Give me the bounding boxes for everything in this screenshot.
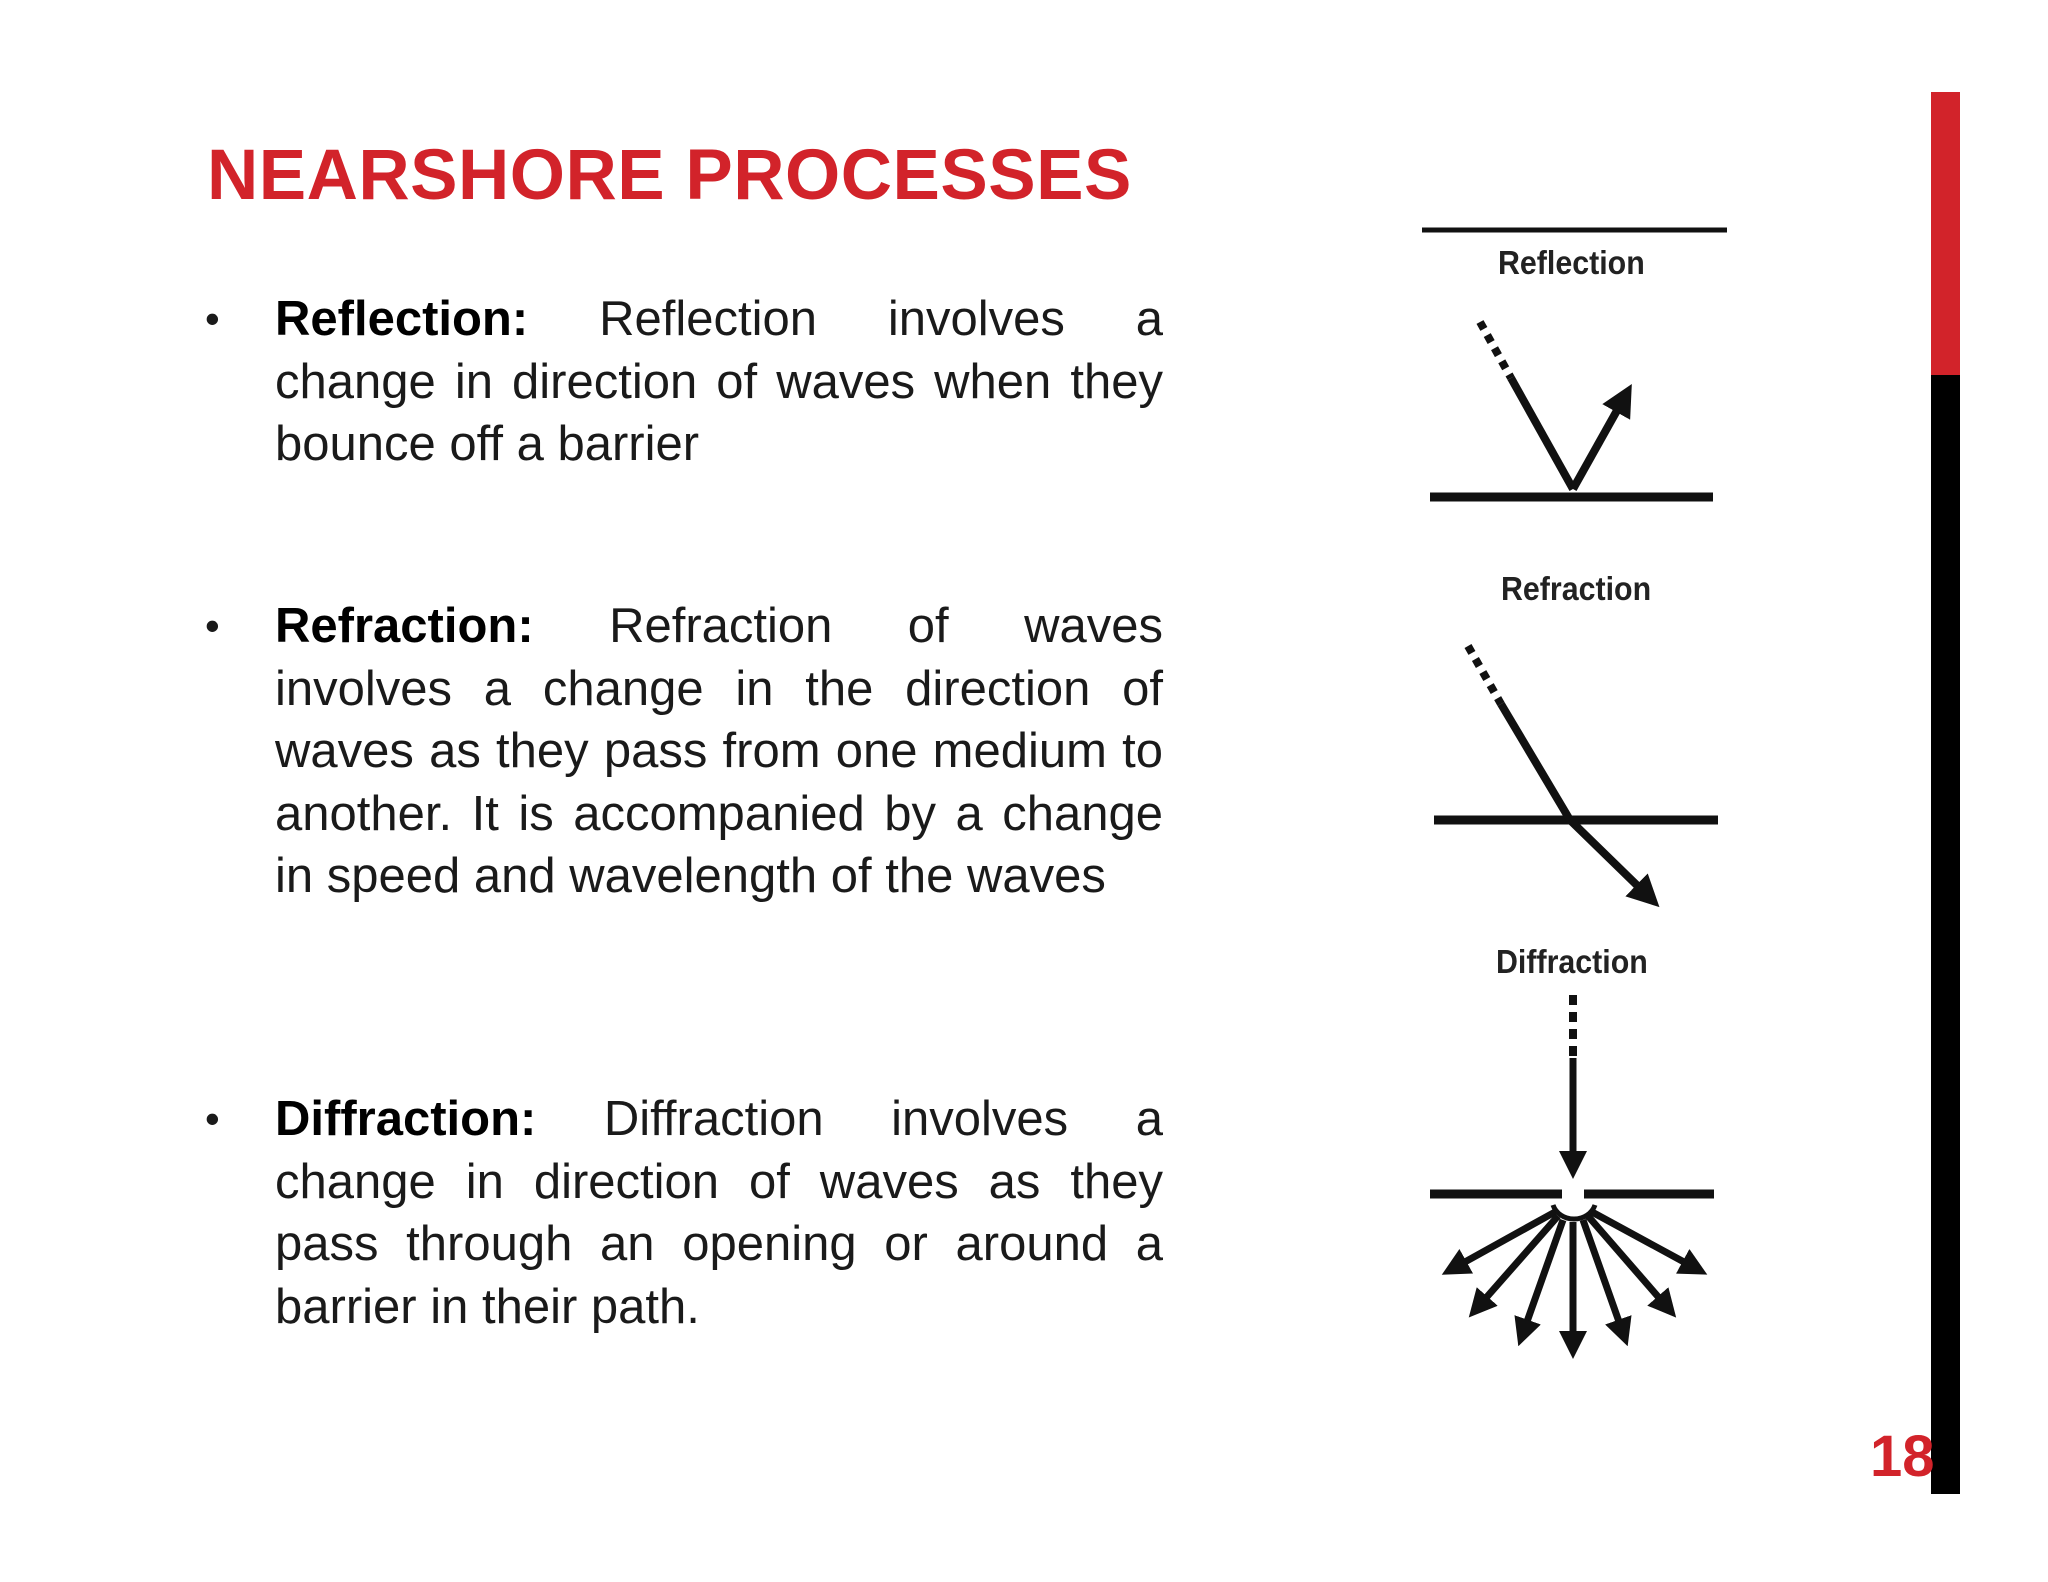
refraction-label: Refraction: [1501, 570, 1652, 607]
bullet-dot: •: [205, 295, 220, 342]
incident-dashed: [1468, 646, 1501, 704]
bullet-term: Refraction:: [275, 599, 534, 653]
bullet-term: Diffraction:: [275, 1092, 537, 1146]
reflection-diagram: [1430, 322, 1713, 497]
diffraction-diagram: [1430, 995, 1714, 1345]
bullet-body: Refraction of waves involves a change in the direction of waves as they pass from one medium to another. It is accompanied by a change in speed and wavelength of the waves: [275, 599, 1163, 903]
incident-dashed: [1480, 322, 1511, 378]
bullet-term: Reflection:: [275, 292, 529, 346]
accent-rail-black: [1931, 375, 1960, 1494]
slide-title: NEARSHORE PROCESSES: [207, 136, 1132, 215]
bullet-dot: •: [205, 1095, 220, 1142]
diffraction-label: Diffraction: [1496, 943, 1648, 980]
incident-ray: [1511, 378, 1573, 489]
reflected-ray-arrow-icon: [1573, 398, 1624, 489]
bullet-dot: •: [205, 602, 220, 649]
refracted-ray-arrow-icon: [1570, 820, 1648, 896]
page-number: 18: [1870, 1424, 1935, 1489]
reflection-label: Reflection: [1498, 244, 1645, 281]
bullet-body: Diffraction involves a change in direction of waves as they pass through an opening or around a barrier in their path.: [275, 1092, 1163, 1334]
incident-ray: [1501, 704, 1570, 820]
accent-rail-red: [1931, 92, 1960, 375]
bullet-body: Reflection involves a change in direction of waves when they bounce off a barrier: [275, 292, 1163, 471]
refraction-diagram: [1434, 646, 1718, 896]
